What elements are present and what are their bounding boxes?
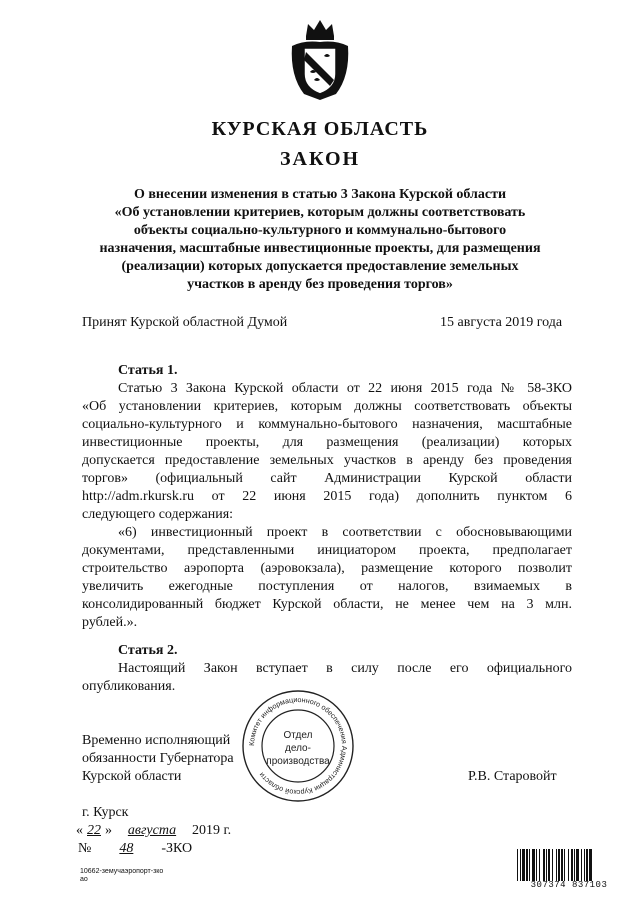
file-reference-line: ао [80, 876, 88, 883]
article-1-line: «6) инвестиционный проект в соответствии с обосновывающими [118, 525, 572, 540]
title-line: О внесении изменения в статью 3 Закона Курской области [133, 187, 507, 202]
article-1-line: «Об установлении критериев, которым должны соответствовать объекты [82, 399, 572, 414]
signatory-position-line: Курской области [82, 769, 182, 784]
document-type-heading: ЗАКОН [279, 148, 361, 170]
title-line: назначения, масштабные инвестиционные проекты, для размещения [99, 241, 541, 256]
title-line: (реализации) которых допускается предоставление земельных [121, 259, 519, 274]
article-2-line: Настоящий Закон вступает в силу после его официального [118, 661, 572, 676]
stamp-center-line: производства [266, 756, 330, 767]
stamp-center-line: дело- [285, 743, 311, 754]
article-1-line: инвестиционные проекты, для размещения (реализации) которых [82, 435, 572, 450]
signatory-name: Р.В. Старовойт [468, 769, 557, 784]
date-year: 2019 г. [192, 823, 232, 838]
signatory-position-line: обязанности Губернатора [82, 751, 234, 766]
adoption-date: 15 августа 2019 года [440, 315, 563, 330]
article-1-line: увеличить ежегодные поступления от налогов, взимаемых в [82, 579, 572, 594]
svg-text:Комитет информационного обеспе: Комитет информационного обеспечения Администрации Курской области [246, 694, 350, 798]
title-line: объекты социально-культурного и коммунально-бытового [133, 223, 507, 238]
article-1-line: строительство аэропорта (аэровокзала), размещение которого позволит [82, 561, 572, 576]
article-1-heading: Статья 1. [118, 363, 178, 378]
number-sign: № [78, 841, 92, 856]
signatory-position-line: Временно исполняющий [82, 733, 231, 748]
article-1-line: документами, представленными инициатором проекта, предполагает [82, 543, 572, 558]
article-1-line: консолидированный бюджет Курской области, не менее чем на 3 млн. [82, 597, 572, 612]
article-2-heading: Статья 2. [118, 643, 178, 658]
article-2-line: опубликования. [82, 679, 176, 694]
date-day: 22 [87, 823, 101, 838]
title-line: «Об установлении критериев, которым должны соответствовать [114, 205, 526, 220]
signing-date [76, 822, 231, 840]
number-suffix: -ЗКО [161, 841, 193, 856]
article-1-line: социально-культурного и коммунально-бытового назначения, масштабные [82, 417, 572, 432]
date-close-quote: » [105, 823, 112, 838]
city-text: г. Курск [82, 805, 129, 820]
date-open-quote: « [76, 823, 83, 838]
adopted-by-text: Принят Курской областной Думой [82, 315, 288, 330]
coat-of-arms-icon [286, 16, 354, 102]
article-1-line: http://adm.rkursk.ru от 22 июня 2015 года) дополнить пунктом 6 [82, 489, 572, 504]
article-1-line: Статью 3 Закона Курской области от 22 июня 2015 года № 58-ЗКО [118, 381, 572, 396]
date-month: августа [127, 823, 177, 838]
article-1-line: следующего содержания: [82, 507, 234, 522]
stamp-center-line: Отдел [283, 730, 313, 741]
number-value: 48 [119, 841, 134, 856]
barcode-icon [517, 849, 621, 881]
file-reference [80, 868, 163, 884]
law-number [78, 840, 192, 858]
file-reference-line: 10662-земучаэропорт-зко [80, 868, 164, 875]
region-heading: КУРСКАЯ ОБЛАСТЬ [211, 118, 429, 140]
title-line: участков в аренду без проведения торгов» [187, 277, 453, 292]
article-1-line: торгов» (официальный сайт Администрации Курской области [82, 471, 572, 486]
barcode-number: 307374 837103 [530, 880, 608, 890]
article-1-line: допускается предоставление земельных участков в аренду без проведения [82, 453, 572, 468]
office-stamp [240, 688, 356, 804]
article-1-line: рублей.». [82, 615, 138, 630]
